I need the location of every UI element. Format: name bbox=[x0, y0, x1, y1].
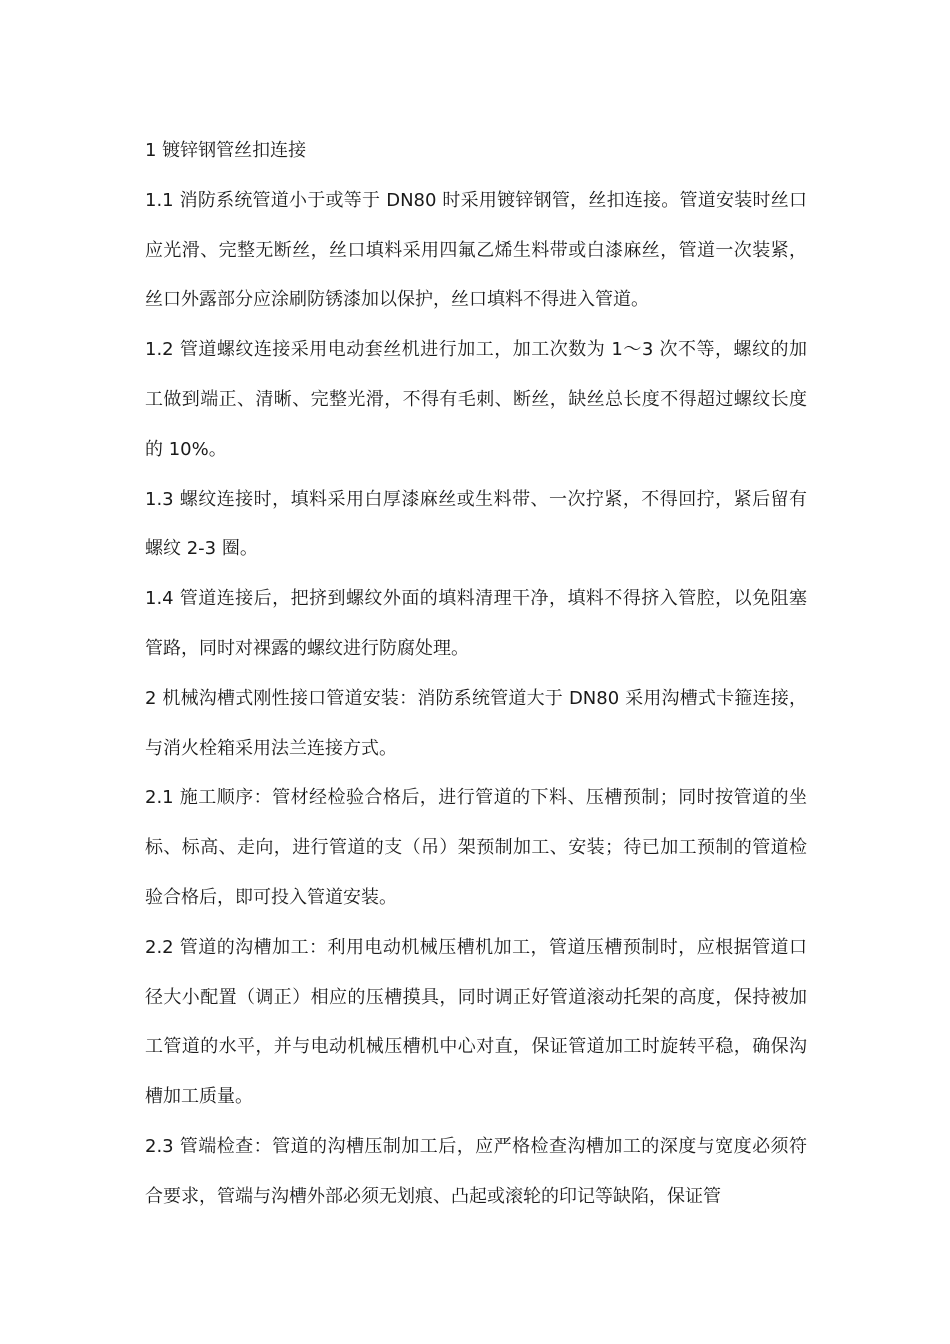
heading-section-1: 1 镀锌钢管丝扣连接 bbox=[145, 140, 307, 161]
paragraph-1-2: 1.2 管道螺纹连接采用电动套丝机进行加工，加工次数为 1～3 次不等，螺纹的加工做到端正、清晰、完整光滑，不得有毛刺、断丝，缺丝总长度不得超过螺纹长度的 10%。 bbox=[145, 339, 807, 460]
paragraph-1-3: 1.3 螺纹连接时，填料采用白厚漆麻丝或生料带、一次拧紧，不得回拧，紧后留有螺纹 2-3 圈。 bbox=[145, 488, 807, 560]
heading-section-2: 2 机械沟槽式刚性接口管道安装：消防系统管道大于 DN80 采用沟槽式卡箍连接，与消火栓箱采用法兰连接方式。 bbox=[145, 687, 807, 759]
document-body bbox=[145, 126, 807, 1222]
paragraph-2-2: 2.2 管道的沟槽加工：利用电动机械压槽机加工，管道压槽预制时，应根据管道口径大小配置（调正）相应的压槽摸具，同时调正好管道滚动托架的高度，保持被加工管道的水平，并与电动机械压槽机中心对直，保证管道加工时旋转平稳，确保沟槽加工质量。 bbox=[145, 936, 807, 1108]
paragraph-1-4: 1.4 管道连接后，把挤到螺纹外面的填料清理干净，填料不得挤入管腔，以免阻塞管路，同时对裸露的螺纹进行防腐处理。 bbox=[145, 588, 807, 659]
paragraph-2-1: 2.1 施工顺序：管材经检验合格后，进行管道的下料、压槽预制；同时按管道的坐标、标高、走向，进行管道的支（吊）架预制加工、安装；待已加工预制的管道检验合格后，即可投入管道安装。 bbox=[145, 787, 807, 908]
paragraph-1-1: 1.1 消防系统管道小于或等于 DN80 时采用镀锌钢管，丝扣连接。管道安装时丝口应光滑、完整无断丝，丝口填料采用四氟乙烯生料带或白漆麻丝，管道一次装紧，丝口外露部分应涂刷防锈漆加以保护，丝口填料不得进入管道。 bbox=[145, 189, 807, 311]
paragraph-2-3: 2.3 管端检查：管道的沟槽压制加工后，应严格检查沟槽加工的深度与宽度必须符合要求，管端与沟槽外部必须无划痕、凸起或滚轮的印记等缺陷，保证管 bbox=[145, 1135, 807, 1207]
